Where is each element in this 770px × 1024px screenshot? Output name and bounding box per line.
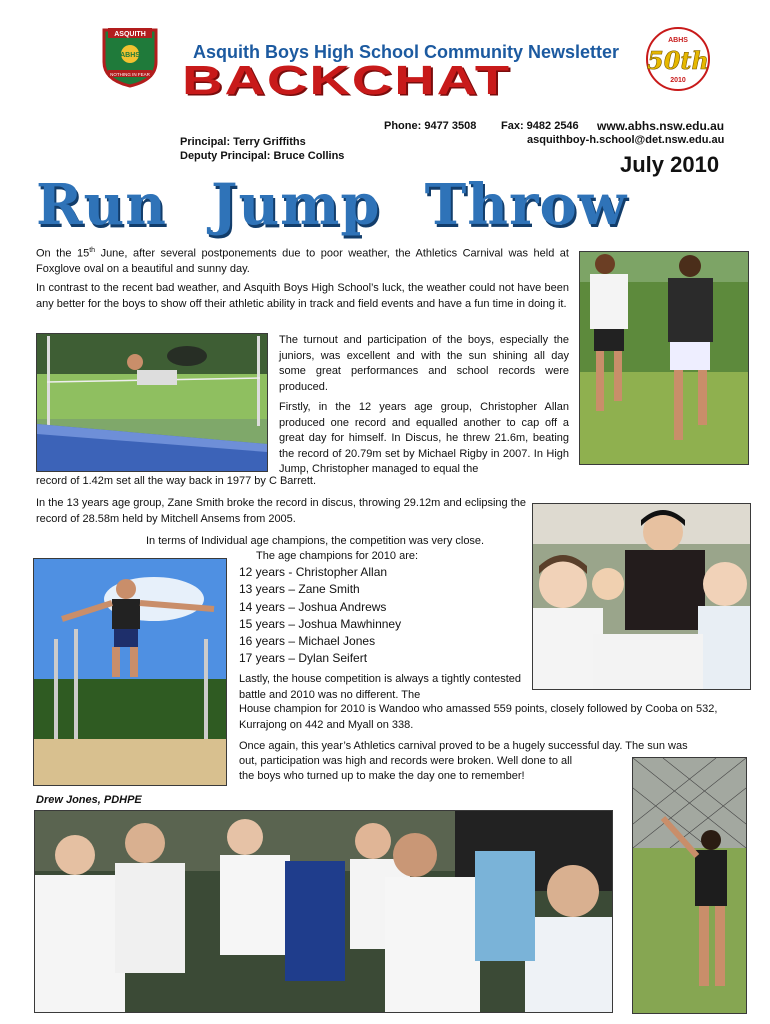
article-author: Drew Jones, PDHPE (36, 794, 142, 806)
champion-item: 16 years – Michael Jones (239, 634, 376, 649)
student-group-photo (532, 503, 751, 690)
article-paragraph-13-years: In the 13 years age group, Zane Smith broke the record in discus, throwing 29.12m and eclipsing the record of 28.58m held by Mitchell Ansems from 2005. (36, 497, 526, 525)
long-jump-photo (33, 558, 227, 786)
anniversary-initials: ABHS (668, 37, 688, 44)
champions-intro: In terms of Individual age champions, the competition was very close. (146, 535, 485, 547)
article-paragraph-closing-3: the boys who turned up to make the day one to remember! (239, 770, 525, 782)
deputy-principal-name: Deputy Principal: Bruce Collins (180, 150, 345, 162)
champion-item: 15 years – Joshua Mawhinney (239, 616, 402, 631)
high-jump-photo (36, 333, 268, 472)
anniversary-badge-logo (645, 26, 711, 92)
article-paragraph-intro: On the 15th June, after several postponements due to poor weather, the Athletics Carnival was held at Foxglove oval on a beautiful and sunny day. (36, 247, 569, 276)
champions-subheading: The age champions for 2010 are: (256, 550, 419, 562)
article-paragraph-turnout: The turnout and participation of the boys, especially the juniors, was excellent and with the sun shining all day some great performances and school records were produced. (279, 334, 569, 393)
crest-top-text: ASQUITH (114, 31, 146, 38)
anniversary-number: 50th (647, 46, 709, 75)
champion-item: 12 years - Christopher Allan (239, 565, 388, 579)
website-link[interactable]: www.abhs.nsw.edu.au (597, 119, 725, 133)
article-paragraph-closing-2: out, participation was high and records were broken. Well done to all (239, 755, 573, 767)
crest-motto: NOTHING IN FEAR (110, 72, 150, 77)
champions-list (239, 564, 519, 668)
headline-word-jump: Jump (210, 172, 381, 238)
article-paragraph-12-years: Firstly, in the 12 years age group, Christopher Allan produced one record and equalled another to cap off a great day for himself. In Discus, he threw 21.6m, beating the record of 20.79m set by Michael Rigby in 2007. In High Jump, Christopher managed to equal the (279, 401, 569, 475)
champion-item: 14 years – Joshua Andrews (239, 599, 387, 614)
headline-word-throw: Throw (424, 172, 628, 238)
crest-initials: ABHS (120, 52, 140, 59)
masthead-title: BACKCHAT (182, 57, 512, 103)
phone-number: Phone: 9477 3508 (384, 120, 477, 132)
discus-throw-photo (632, 757, 747, 1014)
fax-number: Fax: 9482 2546 (501, 120, 579, 132)
champion-item: 13 years – Zane Smith (239, 582, 360, 597)
headline-word-run: Run (36, 172, 167, 238)
anniversary-year: 2010 (670, 77, 686, 84)
champion-item: 17 years – Dylan Seifert (239, 651, 368, 666)
principal-name: Principal: Terry Griffiths (180, 136, 306, 148)
article-paragraph-house-cont: House champion for 2010 is Wandoo who amassed 559 points, closely followed by Cooba on 532, Kurrajong on 442 and Myall on 338. (239, 703, 718, 731)
article-headline (36, 172, 671, 238)
seated-students-photo (34, 810, 613, 1013)
sprint-race-photo (579, 251, 749, 465)
issue-date: July 2010 (620, 152, 720, 177)
article-paragraph-12-years-cont: record of 1.42m set all the way back in 1977 by C Barrett. (36, 475, 317, 487)
article-paragraph-house: Lastly, the house competition is always a tightly contested battle and 2010 was no different. The (239, 673, 521, 701)
newsletter-title: Asquith Boys High School Community Newsletter (193, 42, 620, 62)
school-crest-logo (98, 26, 162, 88)
article-paragraph-closing: Once again, this year’s Athletics carnival proved to be a hugely successful day. The sun was (239, 740, 688, 752)
email-link[interactable]: asquithboy-h.school@det.nsw.edu.au (527, 134, 725, 146)
article-paragraph-weather: In contrast to the recent bad weather, and Asquith Boys High School’s luck, the weather could not have been any better for the boys to show off their athletic ability in track and field events and have a fun time in doing it. (36, 282, 569, 310)
